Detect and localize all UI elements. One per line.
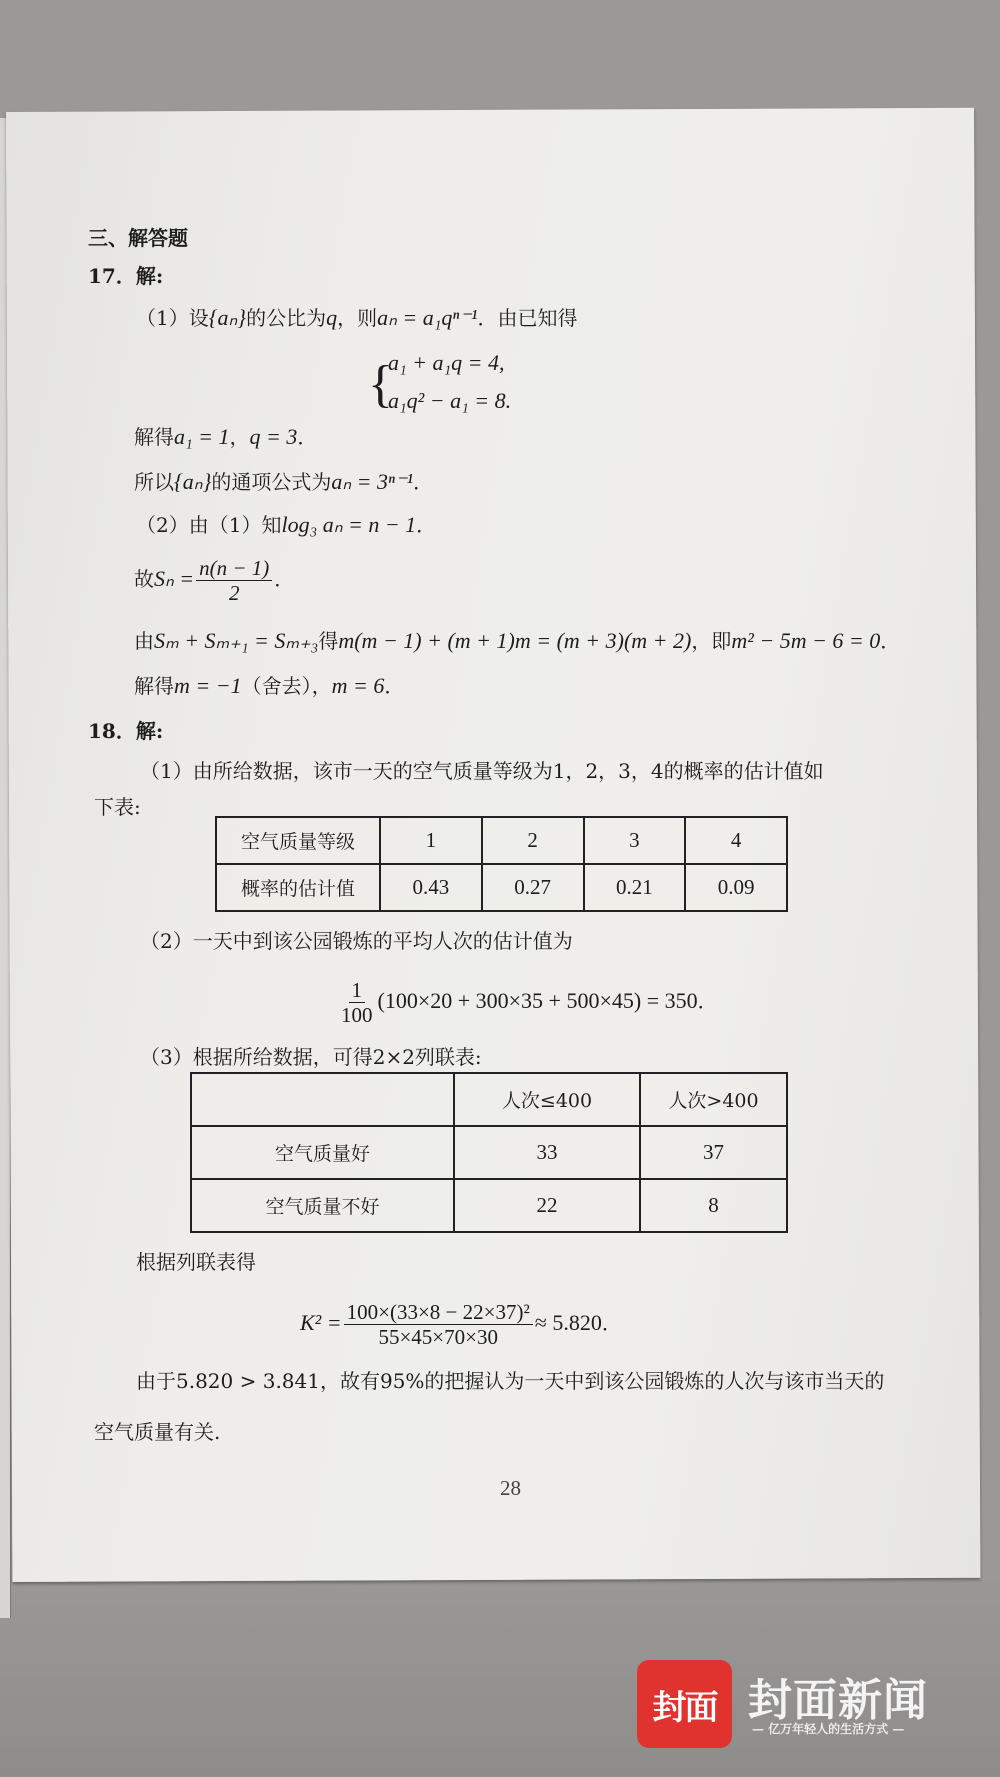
text: 解得 bbox=[134, 674, 174, 698]
contingency-table bbox=[190, 1072, 788, 1233]
math: aₙ = a₁qⁿ⁻¹ bbox=[377, 305, 478, 330]
table-cell: 4 bbox=[685, 817, 787, 864]
math: (100×20 + 300×35 + 500×45) = 350 bbox=[377, 988, 698, 1013]
k-intro: 根据列联表得 bbox=[136, 1250, 256, 1274]
table-cell: 8 bbox=[640, 1179, 787, 1232]
math: m(m − 1) + (m + 1)m = (m + 3)(m + 2) bbox=[338, 628, 692, 653]
q18-part2-line: （2）一天中到该公园锻炼的平均人次的估计值为 bbox=[140, 929, 573, 953]
section-title: 三、解答题 bbox=[88, 226, 188, 250]
table-row bbox=[216, 817, 787, 864]
q17-solve-line bbox=[134, 424, 317, 450]
text: 的通项公式为 bbox=[211, 470, 332, 494]
q18-part1-line: （1）由所给数据，该市一天的空气质量等级为1，2，3，4的概率的估计值如 bbox=[140, 759, 824, 783]
table-cell: 0.21 bbox=[584, 864, 686, 911]
text: （1）设 bbox=[136, 306, 209, 330]
table-cell: 空气质量好 bbox=[191, 1126, 454, 1179]
k-square-formula bbox=[300, 1300, 622, 1349]
table-cell: 33 bbox=[454, 1126, 640, 1179]
text: ． bbox=[413, 470, 434, 494]
q18-part1-cont: 下表: bbox=[94, 795, 141, 819]
table-cell: 22 bbox=[454, 1179, 640, 1232]
text: ．由已知得 bbox=[477, 306, 578, 330]
math: {aₙ} bbox=[174, 469, 212, 494]
denominator: 100 bbox=[341, 1003, 373, 1027]
math: m = −1 bbox=[174, 673, 242, 698]
text: ． bbox=[274, 567, 295, 591]
probability-table bbox=[215, 816, 788, 912]
numerator: 100×(33×8 − 22×37)² bbox=[344, 1300, 533, 1325]
watermark-logo: 封面 bbox=[637, 1660, 732, 1748]
text: ，即 bbox=[691, 629, 732, 653]
text: ． bbox=[416, 513, 437, 537]
math: m = 6 bbox=[331, 673, 385, 698]
denominator: 2 bbox=[228, 581, 240, 605]
table-cell: 空气质量不好 bbox=[191, 1179, 454, 1232]
table-cell: 0.27 bbox=[482, 864, 584, 911]
system-eq-1: a₁ + a₁q = 4, bbox=[388, 350, 505, 375]
text: ． bbox=[384, 674, 405, 698]
math: aₙ = 3ⁿ⁻¹ bbox=[331, 469, 414, 494]
q17-m-line bbox=[134, 673, 404, 699]
math: Sₙ = bbox=[154, 566, 195, 591]
text: 的公比为 bbox=[246, 306, 327, 330]
math: a₁ = 1 bbox=[174, 424, 230, 449]
table-cell: 空气质量等级 bbox=[216, 817, 380, 864]
text: 得 bbox=[318, 629, 339, 653]
q18-part3-line: （3）根据所给数据，可得2×2列联表: bbox=[140, 1045, 482, 1069]
q17-part1-line bbox=[136, 305, 578, 331]
table-cell: 概率的估计值 bbox=[216, 864, 380, 911]
text: ，则 bbox=[337, 306, 378, 330]
numerator: n(n − 1) bbox=[196, 556, 272, 581]
math: q bbox=[326, 305, 338, 330]
text: （2）由（1）知 bbox=[136, 513, 282, 537]
fraction bbox=[196, 556, 272, 605]
q18-label: 18．解: bbox=[88, 719, 164, 743]
system-brace: { bbox=[368, 356, 393, 413]
conclusion-line-2: 空气质量有关. bbox=[94, 1420, 221, 1444]
denominator: 55×45×70×30 bbox=[378, 1325, 498, 1349]
table-cell bbox=[191, 1073, 454, 1126]
table-cell: 0.43 bbox=[380, 864, 482, 911]
page-number: 28 bbox=[500, 1476, 521, 1500]
math: ≈ 5.820 bbox=[534, 1310, 602, 1335]
conclusion-line-1: 由于5.820 > 3.841，故有95%的把握认为一天中到该公园锻炼的人次与该市当天的 bbox=[136, 1369, 885, 1393]
math: Sₘ + Sₘ₊₁ = Sₘ₊₃ bbox=[154, 628, 319, 653]
fraction bbox=[344, 1300, 533, 1349]
text: ， bbox=[229, 425, 250, 449]
q17-sum-line bbox=[134, 556, 294, 605]
math: m² − 5m − 6 = 0 bbox=[731, 628, 881, 653]
q17-part2-line bbox=[136, 512, 436, 538]
math: q = 3 bbox=[249, 424, 298, 449]
watermark-slogan: — 亿万年轻人的生活方式 — bbox=[752, 1722, 905, 1736]
table-row bbox=[191, 1073, 787, 1126]
q17-equation-line bbox=[134, 628, 900, 654]
table-cell: 2 bbox=[482, 817, 584, 864]
text: ． bbox=[297, 425, 318, 449]
q17-label: 17．解: bbox=[88, 264, 164, 288]
text: （舍去）， bbox=[241, 674, 332, 698]
system-eq-2: a₁q² − a₁ = 8. bbox=[388, 388, 512, 413]
text: 由 bbox=[134, 629, 154, 653]
table-cell: 3 bbox=[584, 817, 686, 864]
table-row bbox=[191, 1126, 787, 1179]
math: log₃ aₙ = n − 1 bbox=[281, 512, 417, 537]
table-cell: 0.09 bbox=[685, 864, 787, 911]
average-formula bbox=[336, 978, 718, 1027]
text: 所以 bbox=[134, 470, 174, 494]
table-row bbox=[216, 864, 787, 911]
text: ． bbox=[601, 1311, 622, 1335]
text: 故 bbox=[134, 567, 154, 591]
text: 解得 bbox=[134, 425, 174, 449]
numerator: 1 bbox=[349, 978, 366, 1003]
watermark-name: 封面新闻 bbox=[748, 1675, 928, 1726]
fraction bbox=[338, 978, 376, 1027]
text: ． bbox=[880, 629, 901, 653]
table-cell: 37 bbox=[640, 1126, 787, 1179]
table-cell: 1 bbox=[380, 817, 482, 864]
table-cell: 人次≤400 bbox=[454, 1073, 640, 1126]
math: K² = bbox=[300, 1310, 342, 1335]
q17-general-line bbox=[134, 469, 433, 495]
math: {aₙ} bbox=[208, 305, 247, 330]
table-row bbox=[191, 1179, 787, 1232]
text: ． bbox=[697, 989, 718, 1013]
table-cell: 人次>400 bbox=[640, 1073, 787, 1126]
